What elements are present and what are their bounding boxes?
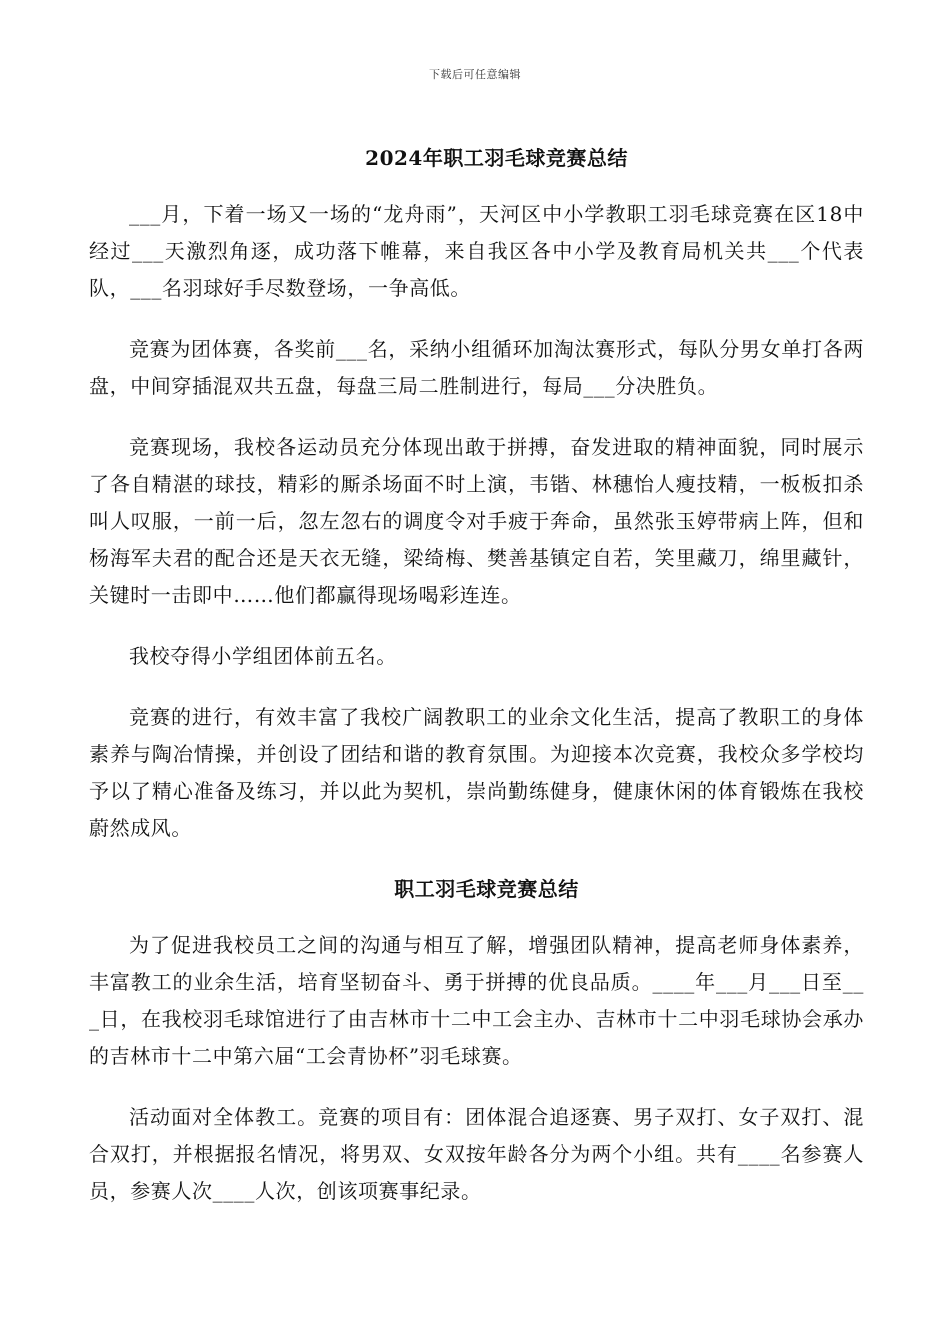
paragraph: 竞赛的进行，有效丰富了我校广阔教职工的业余文化生活，提高了教职工的身体素养与陶冶情操，并创设了团结和谐的教育氛围。为迎接本次竞赛，我校众多学校均予以了精心准备及练习，并以此为契机，崇尚勤练健身，健康休闲的体育锻炼在我校蔚然成风。 <box>89 705 864 840</box>
paragraph: 为了促进我校员工之间的沟通与相互了解，增强团队精神，提高老师身体素养，丰富教工的业余生活，培育坚韧奋斗、勇于拼搏的优良品质。____年___月___日至___日，在我校羽毛球馆进行了由吉林市十二中工会主办、吉林市十二中羽毛球协会承办的吉林市十二中第六届“工会青协杯”羽毛球赛。 <box>89 933 864 1068</box>
paragraph: 竞赛为团体赛，各奖前___名，采纳小组循环加淘汰赛形式，每队分男女单打各两盘，中间穿插混双共五盘，每盘三局二胜制进行，每局___分决胜负。 <box>89 337 864 398</box>
header-note: 下载后可任意编辑 <box>429 68 521 81</box>
paragraph: 我校夺得小学组团体前五名。 <box>129 644 397 668</box>
paragraph: 竞赛现场，我校各运动员充分体现出敢于拼搏，奋发进取的精神面貌，同时展示了各自精湛的球技，精彩的厮杀场面不时上演，韦锴、林穗怡人瘦技精，一板板扣杀叫人叹服，一前一后，忽左忽右的调度令对手疲于奔命，虽然张玉婷带病上阵，但和杨海军夫君的配合还是天衣无缝，梁绮梅、樊善基镇定自若，笑里藏刀，绵里藏针，关键时一击即中……他们都赢得现场喝彩连连。 <box>89 435 864 607</box>
paragraph: 活动面对全体教工。竞赛的项目有：团体混合追逐赛、男子双打、女子双打、混合双打，并根据报名情况，将男双、女双按年龄各分为两个小组。共有____名参赛人员，参赛人次____人次，创该项赛事纪录。 <box>89 1105 864 1203</box>
paragraph: ___月，下着一场又一场的“龙舟雨”，天河区中小学教职工羽毛球竞赛在区18中经过___天激烈角逐，成功落下帷幕，来自我区各中小学及教育局机关共___个代表队，___名羽球好手尽数登场，一争高低。 <box>89 202 864 300</box>
section-title: 2024年职工羽毛球竞赛总结 <box>365 146 628 170</box>
section-title: 职工羽毛球竞赛总结 <box>394 877 579 901</box>
document-body <box>89 140 864 1210</box>
